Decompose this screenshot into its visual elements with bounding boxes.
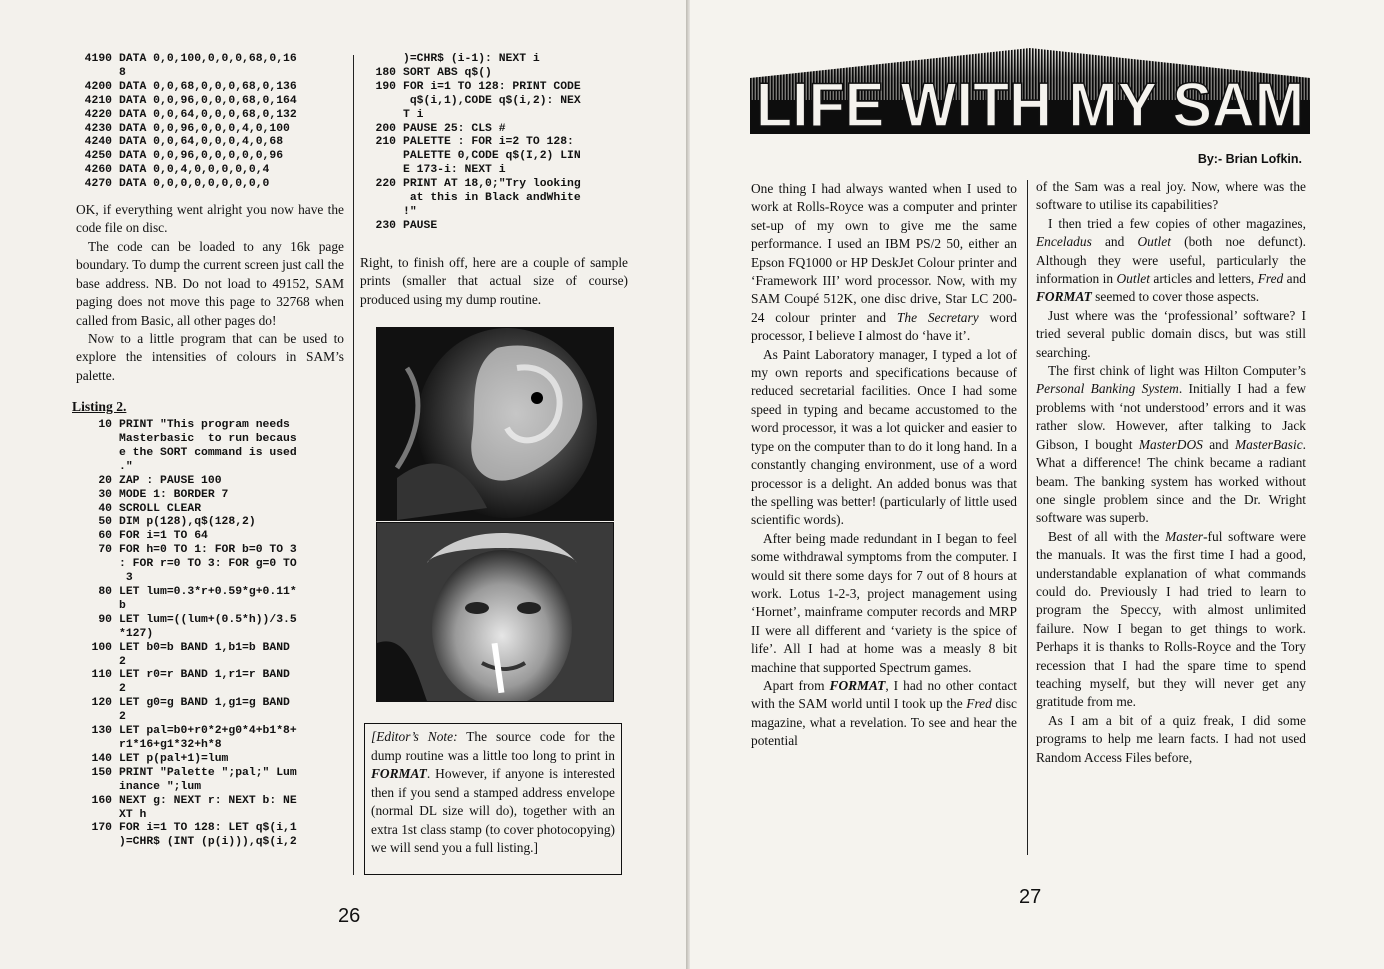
text-run: The first chink of light was Hilton Computer’s [1048,363,1306,379]
code-text: DATA 0,0,64,0,0,0,68,0,132 [119,108,297,121]
code-listing-2-continued [360,53,628,234]
line-number: 70 [98,544,112,557]
text-run: Apart from [763,677,830,693]
code-listing-2 [76,419,344,850]
line-number: 4260 [84,164,112,177]
text-run: word processor, I believe I almost do ‘have it’. [751,309,1017,344]
line-number: 170 [91,822,112,835]
sample-print-face-photo [376,522,614,702]
code-text: PALETTE : FOR i=2 TO 128: PALETTE 0,CODE q$(I,2) LIN E 173-i: NEXT i [403,136,581,177]
italic-title: MasterBasic [1234,436,1303,452]
code-line [76,150,344,164]
paragraph: Now to a little program that can be used to explore the intensities of colours in SAM’s palette. [76,330,344,383]
editors-note-lead: [Editor’s Note: [371,729,458,744]
line-number: 4240 [84,136,112,149]
code-line [360,67,628,81]
article-paragraph [1036,178,1306,215]
code-line [76,489,344,503]
code-line [76,81,344,95]
right-page [690,0,1384,969]
italic-title: Personal Banking System [1036,381,1179,397]
left-column [72,53,344,850]
paragraph: OK, if everything went alright you now have the code file on disc. [76,202,344,236]
code-line [76,95,344,109]
code-line [360,123,628,137]
article-paragraph [1036,307,1306,362]
line-number: 110 [91,669,112,682]
code-line [76,516,344,530]
column-divider [353,55,354,875]
format-magazine-name: FORMAT [829,677,886,693]
code-text: LET lum=0.3*r+0.59*g+0.11* b [119,586,297,612]
line-number: 150 [91,766,112,779]
code-text: DATA 0,0,100,0,0,0,68,0,16 8 [119,53,297,79]
format-magazine-name: FORMAT [371,766,427,781]
line-number: 100 [91,641,112,654]
column-divider [1027,180,1028,855]
text-run: and [1283,271,1307,287]
text-run: of the Sam was a real joy. Now, where was the software to utilise its capabilities? [1036,179,1306,213]
code-text: LET r0=r BAND 1,r1=r BAND 2 [119,669,290,696]
code-text: DATA 0,0,4,0,0,0,0,0,4 [119,164,270,177]
article-title-banner [750,40,1310,134]
italic-title: The Secretary [896,309,979,325]
line-number: 4200 [84,80,112,93]
line-number: 4230 [84,122,112,135]
code-text: PAUSE 25: CLS # [403,122,506,135]
text-run: seemed to cover those aspects. [1091,289,1260,305]
code-listing-data-lines [76,53,344,192]
format-magazine-name: FORMAT [1036,289,1092,305]
code-text: PAUSE [403,219,438,232]
code-line [76,475,344,489]
code-text: NEXT g: NEXT r: NEXT b: NE XT h [119,794,297,821]
byline: By:- Brian Lofkin. [1197,152,1302,166]
code-text: DATA 0,0,68,0,0,0,68,0,136 [119,80,297,93]
paragraph: Right, to finish off, here are a couple of sample prints (smaller that actual size of course) produced using my dump routine. [360,254,628,307]
text-run: After being made redundant in I began to feel some withdrawal symptoms from the computer. I would sit there some days for 7 out of 8 hours at work. Lotus 1-2-3, project management using ‘Hornet’, mainframe computer records and MRP II were all different and ‘variety is the spice of life’. All I had at home was a measly 8 bit machine that supported Spectrum games. [751,530,1017,675]
article-column-1 [751,180,1017,751]
editors-note-text: The source code for the dump routine was a little too long to print in [371,729,615,763]
line-number: 30 [98,488,112,501]
italic-title: Enceladus [1036,234,1092,250]
code-line [76,178,344,192]
code-line [76,53,344,81]
line-number: 160 [91,794,112,807]
code-line [76,123,344,137]
code-text: DATA 0,0,96,0,0,0,68,0,164 [119,94,297,107]
code-line [360,81,628,123]
text-run: disc magazine, what a revelation. To see and hear the potential [751,696,1017,749]
code-text: FOR h=0 TO 1: FOR b=0 TO 3 : FOR r=0 TO 3: FOR g=0 TO 3 [119,544,297,585]
line-number: 90 [98,613,112,626]
italic-title: Master [1165,528,1204,544]
line-number: 200 [375,122,396,135]
outro-text [360,254,628,309]
italic-title: Fred [1257,271,1284,287]
code-line [76,642,344,670]
text-run: . What a difference! The chink became a radiant beam. The banking system has worked without one single problem since and the Dr. Wright software was superb. [1036,436,1306,526]
line-number: 4270 [84,178,112,191]
article-paragraph [1036,362,1306,528]
text-run: , I had no other contact with the SAM world until I took up the [751,677,1017,712]
code-text: LET pal=b0+r0*2+g0*4+b1*8+ r1*16+g1*32+h*8 [119,725,297,751]
line-number [360,53,403,67]
code-line [76,697,344,725]
editors-note-box [364,723,622,875]
face-image [377,523,613,701]
code-line [76,669,344,697]
line-number: 180 [375,66,396,79]
article-paragraph [751,677,1017,751]
code-line [76,544,344,586]
article-paragraph [751,346,1017,530]
line-number: 20 [98,474,112,487]
article-paragraph [1036,712,1306,767]
line-number: 140 [91,752,112,765]
code-text: MODE 1: BORDER 7 [119,488,229,501]
italic-title: Outlet [1137,234,1171,250]
code-text: SCROLL CLEAR [119,502,202,515]
code-text: )=CHR$ (i-1): NEXT i [403,53,540,65]
code-line [360,53,628,67]
text-run: One thing I had always wanted when I used to work at Rolls-Royce was a computer and printer set-up of my own to give me the same performance. I used an IBM PS/2 50, either an Epson FQ1000 or HP DeskJet Colour printer and ‘Framework III’ word processor. Now, with my SAM Coupé 512K, one disc drive, Star LC 200-24 colour printer and [751,181,1017,325]
line-number: 120 [91,697,112,710]
code-line [76,725,344,753]
code-text: ZAP : PAUSE 100 [119,474,222,487]
title-banner-graphic [750,40,1310,134]
line-number: 40 [98,502,112,515]
code-line [360,220,628,234]
editors-note-text: . However, if anyone is interested then if you send a stamped address envelope (normal DL size will do), together with an extra 1st class stamp (to cover photocopying) we will send you a full listing.] [371,766,615,855]
page-number-right: 27 [1019,886,1042,908]
line-number: 50 [98,516,112,529]
line-number: 4190 [84,53,112,65]
line-number: 60 [98,530,112,543]
article-paragraph [1036,528,1306,712]
code-text: DATA 0,0,0,0,0,0,0,0,0 [119,178,270,191]
line-number: 210 [375,136,396,149]
line-number: 4250 [84,150,112,163]
parrot-image [377,328,613,520]
code-line [76,503,344,517]
text-run: Just where was the ‘professional’ software? I tried several public domain discs, but was still searching. [1036,307,1306,360]
text-run: As Paint Laboratory manager, I typed a lot of my own reports and specifications because of reduced secretarial facilities. Once I had some speed in typing and became accustomed to the word processor, it was a lot quicker and easier to type on the computer than to do it long hand. In a constantly changing environment, use of a word processor is a delight. An added bonus was that the spelling was better! (particularly of little used scientific words). [751,346,1017,528]
intro-text [76,201,344,385]
code-line [360,136,628,178]
article-paragraph [751,530,1017,677]
article-paragraph [751,180,1017,346]
text-run: Best of all with the [1048,528,1166,544]
line-number: 4210 [84,94,112,107]
code-text: FOR i=1 TO 64 [119,530,208,543]
code-line [76,136,344,150]
code-text: LET lum=((lum+(0.5*h))/3.5 *127) [119,613,297,640]
code-text: SORT ABS q$() [403,66,492,79]
code-line [76,795,344,823]
text-run: I then tried a few copies of other magazines, [1048,215,1306,231]
line-number: 80 [98,586,112,598]
code-text: LET p(pal+1)=lum [119,752,229,765]
code-line [76,109,344,123]
code-line [76,822,344,850]
text-run: (both noe defunct). Although they were useful, particularly the information in [1036,234,1306,287]
article-title: LIFE WITH MY SAM [756,71,1304,134]
line-number: 190 [375,80,396,93]
line-number: 220 [375,178,396,191]
text-run: As I am a bit of a quiz freak, I did some programs to help me learn facts. I had not used Random Access Files before, [1036,712,1306,765]
article-column-2 [1036,178,1306,767]
line-number: 230 [375,219,396,232]
code-line [76,614,344,642]
listing-heading: Listing 2. [72,399,127,415]
article-paragraph [1036,215,1306,307]
text-run: -ful software were the manuals. It was the first time I had a good, understandable explanation of what commands could do. Previously I had tried to learn to program the Speccy, with almost unlimited failure. Now I began to get things to work. Perhaps it is thanks to Rolls-Royce and the Tory recession that I had the spare time to spend teaching myself, but they will never get any gratitude from me. [1036,528,1307,710]
code-text: PRINT "This program needs Masterbasic to run becaus e the SORT command is used ." [119,419,297,473]
code-text: DATA 0,0,64,0,0,0,4,0,68 [119,136,284,149]
code-text: FOR i=1 TO 128: PRINT CODE q$(i,1),CODE q$(i,2): NEX T i [403,80,581,121]
line-number: 10 [98,419,112,432]
italic-title: MasterDOS [1138,436,1203,452]
code-text: LET b0=b BAND 1,b1=b BAND 2 [119,641,290,668]
code-text: DATA 0,0,96,0,0,0,4,0,100 [119,122,290,135]
sample-print-parrot-photo [376,327,614,521]
text-run: . Initially I had a few problems with ‘not understood’ errors and it was rather slow. However, after talking to Jack Gibson, I bought [1036,381,1306,452]
code-line [76,586,344,614]
code-text: DIM p(128),q$(128,2) [119,516,256,529]
paragraph: The code can be loaded to any 16k page boundary. To dump the current screen just call the base address. NB. Do not load to 49152, SAM paging does not move this page to 32768 when called from Basic, all other pages do! [76,238,344,328]
code-text: PRINT AT 18,0;"Try looking at this in Black andWhite !" [403,178,581,218]
code-line [76,530,344,544]
line-number: 4220 [84,108,112,121]
italic-title: Outlet [1116,271,1150,287]
line-number: 130 [91,725,112,738]
code-line [76,164,344,178]
page-number-left: 26 [338,905,361,927]
code-text: LET g0=g BAND 1,g1=g BAND 2 [119,697,290,724]
code-text: FOR i=1 TO 128: LET q$(i,1 )=CHR$ (INT (p(i))),q$(i,2 [119,822,297,849]
code-text: PRINT "Palette ";pal;" Lum inance ";lum [119,766,297,793]
text-run: and [1202,436,1235,452]
code-line [76,753,344,767]
code-line [76,419,344,475]
text-run: articles and letters, [1149,271,1258,287]
code-line [76,767,344,795]
text-run: and [1091,234,1138,250]
italic-title: Fred [966,696,992,712]
right-column [360,53,628,309]
code-line [360,178,628,220]
code-text: DATA 0,0,96,0,0,0,0,0,96 [119,150,284,163]
left-page [0,0,690,969]
